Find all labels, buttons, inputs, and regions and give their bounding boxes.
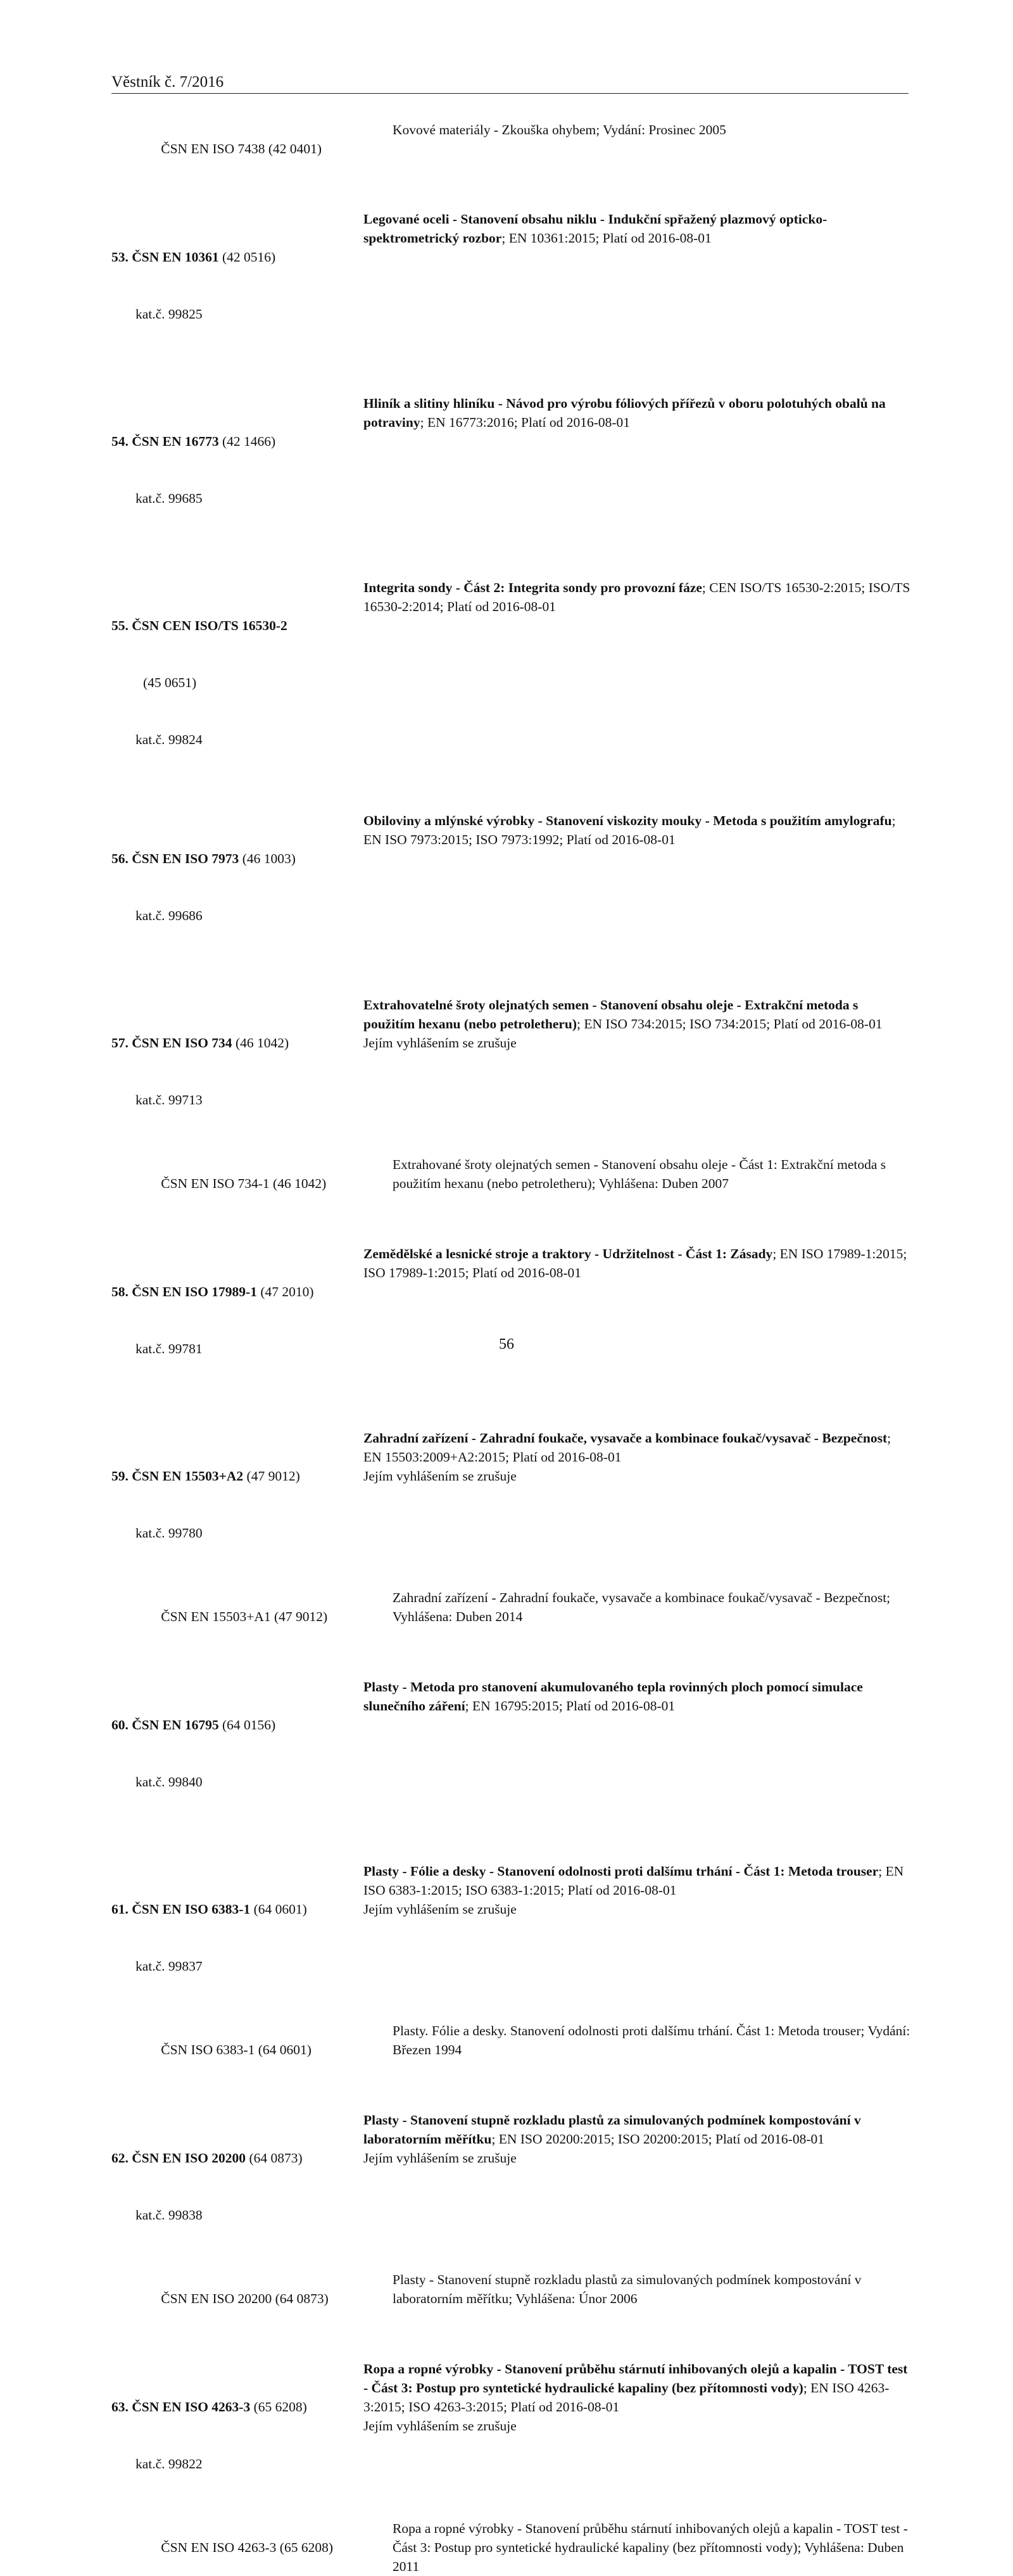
standard-class: (42 1466) [218,434,276,449]
page-header [111,70,909,94]
replaced-description: Ropa a ropné výrobky - Stanovení průběhu stárnutí inhibovaných olejů a kapalin - TOST test - Část 3: Postup pro syntetické hydraulické kapaliny (bez přítomnosti vody); Vyhlášena: Duben 2011 [393,2521,908,2574]
replaced-item [111,1588,912,1645]
standard-class: (65 6208) [250,2399,307,2415]
entry-number: 56. [111,851,129,866]
replaced-item [111,2021,912,2078]
replaced-code: ČSN ISO 6383-1 (64 0601) [161,2042,311,2057]
standard-code: ČSN EN ISO 4263-3 [132,2399,251,2415]
entry-number: 63. [111,2399,129,2415]
standard-description: Kovové materiály - Zkouška ohybem; Vydání: Prosinec 2005 [393,122,726,137]
standard-title: Ropa a ropné výrobky - Stanovení průběhu stárnutí inhibovaných olejů a kapalin - TOST test - Část 3: Postup pro syntetické hydraulické kapaliny (bez přítomnosti vody) [363,2361,908,2396]
standard-class: (47 2010) [256,1284,314,1299]
list-item [111,1862,912,2014]
catalog-number: kat.č. 99824 [135,732,203,747]
list-item [111,2111,912,2263]
list-item [111,394,912,546]
standard-details: ; EN 16773:2016; Platí od 2016-08-01 [420,415,631,430]
entry-number: 61. [111,1902,129,1917]
standard-code: ČSN EN ISO 20200 [132,2150,246,2166]
list-item [111,811,912,963]
replaced-code: ČSN EN 15503+A1 (47 9012) [161,1609,328,1624]
standard-code: ČSN EN ISO 734 [132,1035,232,1051]
entry-number: 57. [111,1035,129,1051]
replaced-description: Zahradní zařízení - Zahradní foukače, vysavače a kombinace foukač/vysavač - Bezpečnost; Vyhlášena: Duben 2014 [393,1590,891,1624]
replaced-description: Plasty - Stanovení stupně rozkladu plastů za simulovaných podmínek kompostování v laboratorním měřítku; Vyhlášena: Únor 2006 [393,2272,862,2306]
replaced-item [111,2270,912,2327]
standard-title: Integrita sondy - Část 2: Integrita sondy pro provozní fáze [363,580,702,595]
catalog-number: kat.č. 99713 [135,1092,203,1108]
entry-number: 55. [111,618,129,633]
list-item [111,578,912,787]
standard-class: (64 0601) [250,1902,307,1917]
standard-details: ; CEN ISO/TS 16530-2:2015; ISO/TS 16530-2:2014; Platí od 2016-08-01 [363,580,910,614]
entry-number: 54. [111,434,129,449]
standard-code: ČSN EN 15503+A2 [132,1468,244,1484]
replacement-note: Jejím vyhlášením se zrušuje [363,1468,517,1484]
standard-title: Legované oceli - Stanovení obsahu niklu - Indukční spřažený plazmový opticko-spektrometrický rozbor [363,212,827,246]
standard-class: (64 0873) [246,2150,303,2166]
standard-details: ; EN ISO 4263-3:2015; ISO 4263-3:2015; Platí od 2016-08-01 [363,2380,890,2415]
standard-class: (42 0516) [218,249,276,265]
standard-code: ČSN EN ISO 6383-1 [132,1902,251,1917]
entry-number: 58. [111,1284,129,1299]
catalog-number: kat.č. 99825 [135,306,203,322]
standard-details: ; EN 10361:2015; Platí od 2016-08-01 [501,230,712,246]
standard-title: Extrahovatelné šroty olejnatých semen - Stanovení obsahu oleje - Extrakční metoda s použitím hexanu (nebo petroletheru) [363,997,859,1032]
catalog-number: kat.č. 99686 [135,908,203,923]
list-item [111,1244,912,1396]
list-item [111,995,912,1147]
standard-title: Plasty - Metoda pro stanovení akumulovaného tepla rovinných ploch pomocí simulace slunečního záření [363,1679,863,1714]
catalog-number: kat.č. 99822 [135,2456,203,2472]
standard-class: (46 1003) [239,851,296,866]
standard-title: Zemědělské a lesnické stroje a traktory - Udržitelnost - Část 1: Zásady [363,1246,773,1261]
replacement-note: Jejím vyhlášením se zrušuje [363,2418,517,2434]
replaced-code: ČSN EN ISO 734-1 (46 1042) [161,1176,327,1191]
standard-title: Hliník a slitiny hliníku - Návod pro výrobu fóliových přířezů v oboru polotuhých obalů na potraviny [363,396,886,430]
entry-number: 53. [111,249,129,265]
standard-details: ; EN ISO 6383-1:2015; ISO 6383-1:2015; Platí od 2016-08-01 [363,1864,904,1898]
replaced-code: ČSN EN ISO 4263-3 (65 6208) [161,2540,333,2555]
list-item [111,2359,912,2511]
standard-details: ; EN 16795:2015; Platí od 2016-08-01 [465,1698,676,1714]
standard-details: ; EN ISO 7973:2015; ISO 7973:1992; Platí od 2016-08-01 [363,813,896,847]
standard-code: ČSN CEN ISO/TS 16530-2 [132,618,287,633]
list-item [111,120,912,177]
standard-code: ČSN EN 10361 [132,249,219,265]
replacement-note: Jejím vyhlášením se zrušuje [363,2150,517,2166]
replaced-item [111,2519,912,2576]
standard-class: (45 0651) [143,675,197,690]
list-item [111,210,912,362]
standard-details: ; EN ISO 20200:2015; ISO 20200:2015; Platí od 2016-08-01 [491,2131,824,2147]
replaced-description: Plasty. Fólie a desky. Stanovení odolnosti proti dalšímu trhání. Část 1: Metoda trouser; Vydání: Březen 1994 [393,2023,910,2057]
catalog-number: kat.č. 99780 [135,1525,203,1541]
replaced-item [111,1155,912,1212]
replacement-note: Jejím vyhlášením se zrušuje [363,1035,517,1051]
catalog-number: kat.č. 99837 [135,1959,203,1974]
standard-class: (46 1042) [232,1035,289,1051]
page-number: 56 [499,1336,514,1353]
standard-class: (64 0156) [218,1717,276,1733]
replaced-code: ČSN EN ISO 20200 (64 0873) [161,2291,329,2306]
standard-details: ; EN 15503:2009+A2:2015; Platí od 2016-08-01 [363,1430,891,1465]
catalog-number: kat.č. 99685 [135,491,203,506]
standard-title: Zahradní zařízení - Zahradní foukače, vysavače a kombinace foukač/vysavač - Bezpečnost [363,1430,888,1446]
list-item [111,1429,912,1581]
list-item [111,1677,912,1829]
entry-number: 59. [111,1468,129,1484]
standard-code: ČSN EN ISO 7438 (42 0401) [161,141,322,156]
standard-code: ČSN EN ISO 7973 [132,851,239,866]
standard-code: ČSN EN ISO 17989-1 [132,1284,257,1299]
header-title: Věstník č. 7/2016 [111,73,224,91]
entry-number: 62. [111,2150,129,2166]
catalog-number: kat.č. 99838 [135,2207,203,2223]
standard-title: Plasty - Fólie a desky - Stanovení odolnosti proti dalšímu trhání - Část 1: Metoda trouser [363,1864,879,1879]
standard-code: ČSN EN 16773 [132,434,219,449]
standard-class: (47 9012) [243,1468,300,1484]
catalog-number: kat.č. 99781 [135,1341,203,1356]
catalog-number: kat.č. 99840 [135,1774,203,1790]
standard-code: ČSN EN 16795 [132,1717,219,1733]
replacement-note: Jejím vyhlášením se zrušuje [363,1902,517,1917]
replaced-description: Extrahované šroty olejnatých semen - Stanovení obsahu oleje - Část 1: Extrakční metoda s použitím hexanu (nebo petroletheru); Vyhlášena: Duben 2007 [393,1157,886,1191]
standard-details: ; EN ISO 17989-1:2015; ISO 17989-1:2015; Platí od 2016-08-01 [363,1246,907,1280]
entry-number: 60. [111,1717,129,1733]
standard-title: Obiloviny a mlýnské výrobky - Stanovení viskozity mouky - Metoda s použitím amylografu [363,813,892,828]
standard-title: Plasty - Stanovení stupně rozkladu plastů za simulovaných podmínek kompostování v laboratorním měřítku [363,2112,861,2147]
standard-details: ; EN ISO 734:2015; ISO 734:2015; Platí od 2016-08-01 [577,1016,883,1032]
